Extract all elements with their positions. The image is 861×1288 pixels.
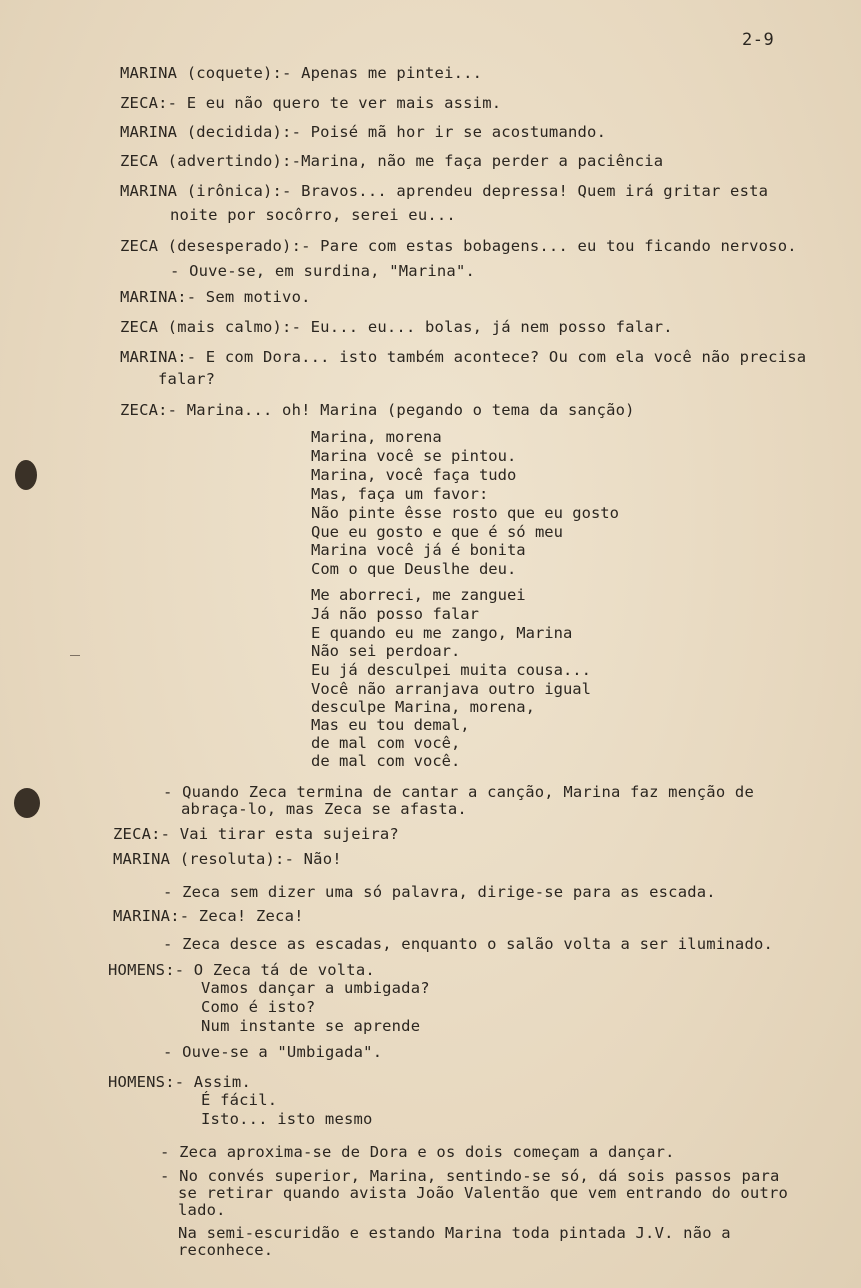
song-line: Mas eu tou demal,: [311, 716, 470, 734]
dialogue-line: MARINA:- E com Dora... isto também acontece? Ou com ela você não precisa: [120, 348, 807, 366]
song-line: Me aborreci, me zanguei: [311, 586, 526, 604]
dialogue-line: MARINA (irônica):- Bravos... aprendeu depressa! Quem irá gritar esta: [120, 182, 769, 200]
dialogue-line: Vamos dançar a umbigada?: [201, 979, 430, 997]
dialogue-line: MARINA (resoluta):- Não!: [113, 850, 342, 868]
dialogue-line: Isto... isto mesmo: [201, 1110, 373, 1128]
dialogue-line: MARINA (coquete):- Apenas me pintei...: [120, 64, 483, 82]
stage-direction: se retirar quando avista João Valentão que vem entrando do outro: [178, 1184, 789, 1202]
dialogue-line: noite por socôrro, serei eu...: [170, 206, 456, 224]
stage-direction: - Zeca aproxima-se de Dora e os dois começam a dançar.: [160, 1143, 675, 1161]
song-line: de mal com você,: [311, 734, 461, 752]
stage-direction: - Quando Zeca termina de cantar a canção, Marina faz menção de: [163, 783, 754, 801]
song-line: Você não arranjava outro igual: [311, 680, 591, 698]
stage-direction: - No convés superior, Marina, sentindo-se só, dá sois passos para: [160, 1167, 780, 1185]
song-line: Marina, você faça tudo: [311, 466, 517, 484]
song-line: Eu já desculpei muita cousa...: [311, 661, 591, 679]
binder-hole-bottom: [14, 788, 40, 818]
dialogue-line: MARINA:- Sem motivo.: [120, 288, 311, 306]
song-line: de mal com você.: [311, 752, 461, 770]
stage-direction: Na semi-escuridão e estando Marina toda pintada J.V. não a: [178, 1224, 731, 1242]
margin-mark: [70, 655, 80, 656]
song-line: Não pinte êsse rosto que eu gosto: [311, 504, 619, 522]
dialogue-line: Num instante se aprende: [201, 1017, 421, 1035]
dialogue-line: Como é isto?: [201, 998, 316, 1016]
song-line: Marina você já é bonita: [311, 541, 526, 559]
song-line: Marina você se pintou.: [311, 447, 517, 465]
binder-hole-top: [15, 460, 37, 490]
dialogue-line: HOMENS:- O Zeca tá de volta.: [108, 961, 375, 979]
song-line: Marina, morena: [311, 428, 442, 446]
dialogue-line: ZECA (desesperado):- Pare com estas bobagens... eu tou ficando nervoso.: [120, 237, 797, 255]
dialogue-line: MARINA (decidida):- Poisé mã hor ir se acostumando.: [120, 123, 607, 141]
page-number: 2-9: [742, 30, 775, 50]
stage-direction: - Zeca desce as escadas, enquanto o salão volta a ser iluminado.: [163, 935, 774, 953]
dialogue-line: HOMENS:- Assim.: [108, 1073, 251, 1091]
stage-direction: - Zeca sem dizer uma só palavra, dirige-se para as escada.: [163, 883, 716, 901]
song-line: Mas, faça um favor:: [311, 485, 489, 503]
dialogue-line: ZECA:- E eu não quero te ver mais assim.: [120, 94, 502, 112]
song-line: Que eu gosto e que é só meu: [311, 523, 563, 541]
dialogue-line: ZECA (advertindo):-Marina, não me faça perder a paciência: [120, 152, 664, 170]
dialogue-line: falar?: [158, 370, 216, 388]
dialogue-line: ZECA:- Vai tirar esta sujeira?: [113, 825, 399, 843]
song-line: desculpe Marina, morena,: [311, 698, 535, 716]
dialogue-line: ZECA:- Marina... oh! Marina (pegando o tema da sanção): [120, 401, 635, 419]
stage-direction: - Ouve-se, em surdina, "Marina".: [170, 262, 476, 280]
song-line: Não sei perdoar.: [311, 642, 461, 660]
song-line: Já não posso falar: [311, 605, 479, 623]
song-line: Com o que Deuslhe deu.: [311, 560, 517, 578]
dialogue-line: MARINA:- Zeca! Zeca!: [113, 907, 304, 925]
stage-direction: - Ouve-se a "Umbigada".: [163, 1043, 383, 1061]
stage-direction: lado.: [178, 1201, 226, 1219]
stage-direction: abraça-lo, mas Zeca se afasta.: [181, 800, 467, 818]
dialogue-line: ZECA (mais calmo):- Eu... eu... bolas, já nem posso falar.: [120, 318, 673, 336]
song-line: E quando eu me zango, Marina: [311, 624, 573, 642]
stage-direction: reconhece.: [178, 1241, 274, 1259]
dialogue-line: É fácil.: [201, 1091, 278, 1109]
